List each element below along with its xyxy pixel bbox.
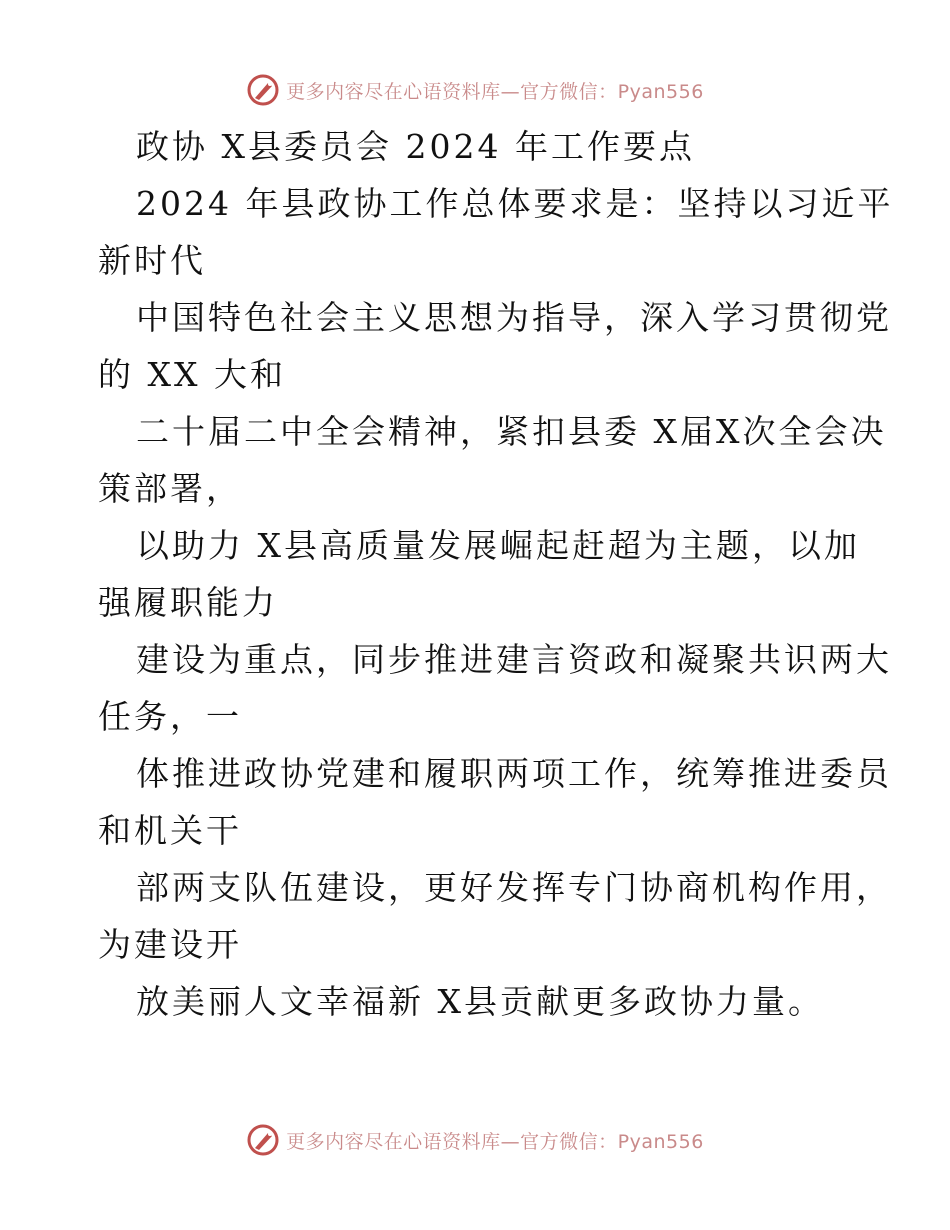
paragraph-line: 策部署，: [98, 469, 242, 508]
paragraph-line: 建设为重点，同步推进建言资政和凝聚共识两大: [136, 640, 892, 679]
paragraph-line: 二十届二中全会精神，紧扣县委 X届X次全会决: [136, 412, 887, 451]
paragraph-line: 强履职能力: [98, 583, 278, 622]
watermark-text: 更多内容尽在心语资料库—官方微信：Pyan556: [286, 80, 704, 103]
paragraph-line: 中国特色社会主义思想为指导，深入学习贯彻党: [136, 298, 892, 337]
paragraph-line: 2024 年县政协工作总体要求是：坚持以习近平: [136, 184, 894, 223]
watermark-text: 更多内容尽在心语资料库—官方微信：Pyan556: [286, 1130, 704, 1153]
footer-watermark: [0, 1120, 950, 1160]
paragraph-line: 体推进政协党建和履职两项工作，统筹推进委员: [136, 754, 892, 793]
paragraph-line: 的 XX 大和: [98, 355, 286, 394]
pen-logo-icon: [246, 73, 280, 107]
paragraph-line: 和机关干: [98, 811, 242, 850]
paragraph-line: 以助力 X县高质量发展崛起赶超为主题，以加: [136, 526, 860, 565]
paragraph-line: 放美丽人文幸福新 X县贡献更多政协力量。: [136, 982, 824, 1021]
pen-logo-icon: [246, 1123, 280, 1157]
header-watermark: [0, 70, 950, 110]
paragraph-line: 任务，一: [98, 697, 242, 736]
document-title: 政协 X县委员会 2024 年工作要点: [136, 127, 695, 166]
paragraph-line: 为建设开: [98, 925, 242, 964]
document-body: [98, 118, 894, 1030]
paragraph-line: 部两支队伍建设，更好发挥专门协商机构作用，: [136, 868, 892, 907]
paragraph-line: 新时代: [98, 241, 206, 280]
